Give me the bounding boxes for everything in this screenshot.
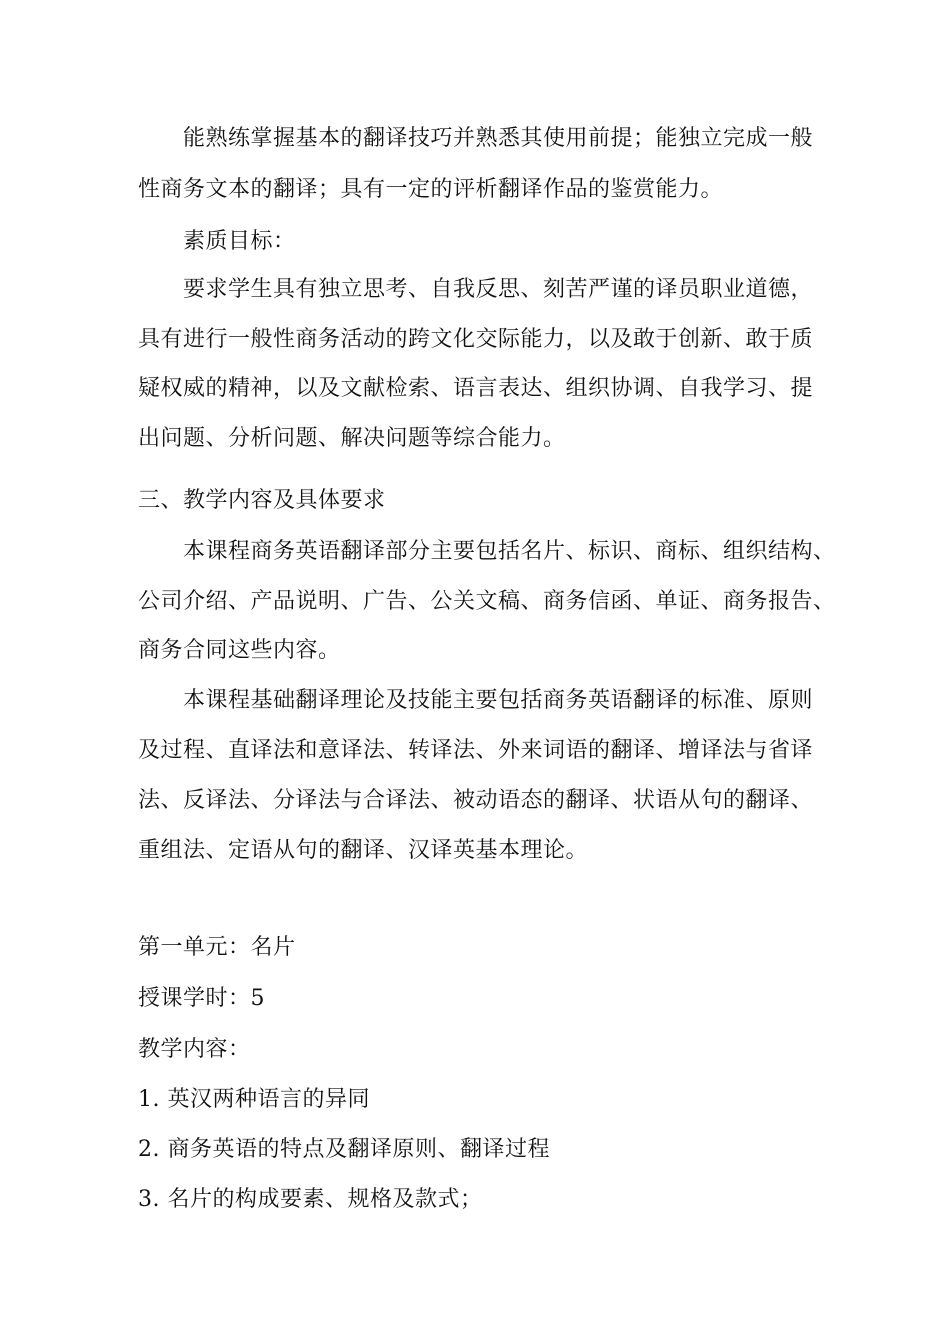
unit-1-item-2: 2. 商务英语的特点及翻译原则、翻译过程	[138, 1137, 550, 1162]
quality-goal-line-2: 具有进行一般性商务活动的跨文化交际能力，以及敢于创新、敢于质	[138, 327, 814, 352]
section-3-para-1-line-2: 公司介绍、产品说明、广告、公关文稿、商务信函、单证、商务报告、	[138, 589, 836, 614]
section-3-heading: 三、教学内容及具体要求	[138, 488, 386, 513]
section-3-para-1-line-1: 本课程商务英语翻译部分主要包括名片、标识、商标、组织结构、	[183, 539, 836, 564]
ability-goal-line-1: 能熟练掌握基本的翻译技巧并熟悉其使用前提；能独立完成一般	[183, 126, 814, 151]
section-3-para-1-line-3: 商务合同这些内容。	[138, 638, 341, 663]
section-3-para-2-line-3: 法、反译法、分译法与合译法、被动语态的翻译、状语从句的翻译、	[138, 788, 814, 813]
quality-goal-line-3: 疑权威的精神，以及文献检索、语言表达、组织协调、自我学习、提	[138, 376, 814, 401]
unit-1-content-heading: 教学内容：	[138, 1037, 251, 1062]
quality-goal-heading: 素质目标：	[183, 229, 296, 254]
section-3-para-2-line-2: 及过程、直译法和意译法、转译法、外来词语的翻译、增译法与省译	[138, 738, 814, 763]
unit-1-hours: 授课学时：5	[138, 986, 265, 1011]
unit-1-item-3: 3. 名片的构成要素、规格及款式；	[138, 1187, 483, 1212]
quality-goal-line-4: 出问题、分析问题、解决问题等综合能力。	[138, 426, 566, 451]
unit-1-title: 第一单元：名片	[138, 935, 296, 960]
section-3-para-2-line-4: 重组法、定语从句的翻译、汉译英基本理论。	[138, 838, 589, 863]
quality-goal-line-1: 要求学生具有独立思考、自我反思、刻苦严谨的译员职业道德，	[183, 277, 814, 302]
section-3-para-2-line-1: 本课程基础翻译理论及技能主要包括商务英语翻译的标准、原则	[183, 688, 814, 713]
ability-goal-line-2: 性商务文本的翻译；具有一定的评析翻译作品的鉴赏能力。	[138, 177, 724, 202]
unit-1-item-1: 1. 英汉两种语言的异同	[138, 1087, 370, 1112]
